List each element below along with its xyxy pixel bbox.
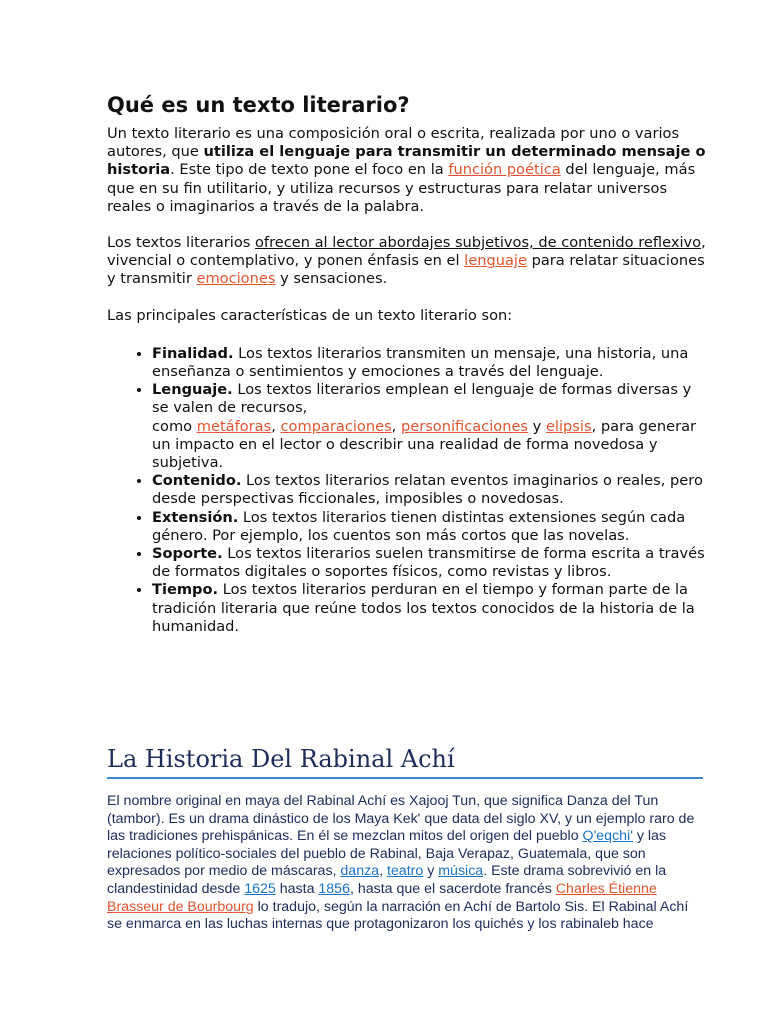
item-term: Tiempo. — [152, 581, 219, 599]
item-text: Los textos literarios emplean el lenguaje de formas diversas y se valen de recursos, — [152, 381, 692, 417]
text-run: lo tradujo, según la narración en Achí de Bartolo Sis. El Rabinal Achí se enmarca en las luchas internas que protagonizaron los quichés y los rabinaleb hace — [107, 898, 689, 933]
link-personificaciones[interactable]: personificaciones — [400, 417, 529, 435]
text-run: Los textos literarios — [107, 234, 255, 252]
item-text: Los textos literarios tienen distintas extensiones según cada género. Por ejemplo, los cuentos son más cortos que las novelas. — [152, 508, 686, 544]
link-lenguaje[interactable]: lenguaje — [464, 252, 527, 270]
link-metaforas[interactable]: metáforas — [196, 417, 272, 435]
link-1856[interactable]: 1856 — [318, 880, 350, 897]
text-run: , vivencial o contemplativo, y ponen énfasis en el — [107, 234, 706, 270]
link-emociones[interactable]: emociones — [196, 270, 276, 288]
separator: , — [271, 417, 281, 435]
list-item — [152, 345, 707, 381]
list-item — [152, 381, 707, 472]
text-run: hasta — [275, 880, 319, 897]
list-item — [152, 472, 707, 508]
text-run: . Este drama sobrevivió en la clandestinidad desde — [107, 863, 667, 897]
separator: , — [379, 863, 387, 880]
separator: y — [528, 417, 546, 435]
separator: y — [423, 863, 439, 880]
text-run: . Este tipo de texto pone el foco en la — [170, 161, 449, 179]
link-musica[interactable]: música — [438, 863, 484, 880]
item-text: , para generar un impacto en el lector o describir una realidad de forma novedosa y subjetiva. — [152, 417, 697, 472]
item-term: Contenido. — [152, 472, 242, 490]
section-texto-literario — [107, 92, 707, 636]
intro-paragraph — [107, 125, 707, 216]
item-text: como — [152, 417, 197, 435]
text-run: , hasta que el sacerdote francés — [349, 880, 556, 897]
item-text: Los textos literarios perduran en el tiempo y forman parte de la tradición literaria que reúne todos los textos conocidos de la historia de la humanidad. — [152, 581, 695, 635]
item-term: Lenguaje. — [152, 381, 233, 399]
list-item — [152, 509, 707, 545]
list-intro: Las principales características de un texto literario son: — [107, 306, 513, 324]
text-run: El nombre original en maya del Rabinal Achí es Xajooj Tun, que significa Danza del Tun (tambor). Es un drama dinástico de los Maya Kek' que data del siglo XV, y un ejemplo raro de las tradiciones prehispánicas. En él se mezclan mitos del origen del pueblo — [107, 793, 695, 845]
link-elipsis[interactable]: elipsis — [545, 417, 592, 435]
rabinal-paragraph — [107, 793, 703, 934]
item-term: Extensión. — [152, 508, 239, 526]
characteristics-list — [107, 345, 707, 636]
item-term: Finalidad. — [152, 344, 234, 362]
text-run: y sensaciones. — [275, 270, 388, 288]
page-title: Qué es un texto literario? — [107, 93, 410, 117]
text-run: y las relaciones político-sociales del pueblo de Rabinal, Baja Verapaz, Guatemala, que son expresados por medio de máscaras, — [107, 828, 667, 880]
item-text: Los textos literarios transmiten un mensaje, una historia, una enseñanza o sentimientos y emociones a través del lenguaje. — [152, 344, 689, 381]
section-rabinal-achi — [107, 742, 703, 934]
list-item — [152, 545, 707, 581]
link-comparaciones[interactable]: comparaciones — [280, 417, 392, 435]
second-paragraph — [107, 234, 707, 289]
separator: , — [391, 417, 401, 435]
link-1625[interactable]: 1625 — [244, 880, 276, 897]
link-danza[interactable]: danza — [340, 863, 380, 880]
text-run: para relatar situaciones y transmitir — [107, 252, 705, 288]
underlined-run: ofrecen al lector abordajes subjetivos, de contenido reflexivo — [255, 234, 702, 252]
item-text: Los textos literarios suelen transmitirse de forma escrita a través de formatos digitales o soportes físicos, como revistas y libros. — [152, 545, 705, 581]
link-brasseur[interactable]: Charles Étienne Brasseur de Bourbourg — [107, 880, 657, 915]
section-heading: La Historia Del Rabinal Achí — [107, 742, 703, 779]
text-run: Un texto literario es una composición oral o escrita, realizada por uno o varios autores, que — [107, 125, 680, 161]
bold-run: utiliza el lenguaje para transmitir un determinado mensaje o historia — [107, 143, 706, 179]
list-item — [152, 581, 707, 636]
text-run: del lenguaje, más que en su fin utilitario, y utiliza recursos y estructuras para relatar universos reales o imaginarios a través de la palabra. — [107, 161, 696, 215]
item-text: Los textos literarios relatan eventos imaginarios o reales, pero desde perspectivas ficcionales, imposibles o novedosas. — [152, 472, 703, 508]
link-funcion-poetica[interactable]: función poética — [448, 161, 561, 179]
link-teatro[interactable]: teatro — [386, 863, 424, 880]
link-qeqchi[interactable]: Q'eqchi' — [582, 828, 633, 845]
item-term: Soporte. — [152, 545, 223, 563]
